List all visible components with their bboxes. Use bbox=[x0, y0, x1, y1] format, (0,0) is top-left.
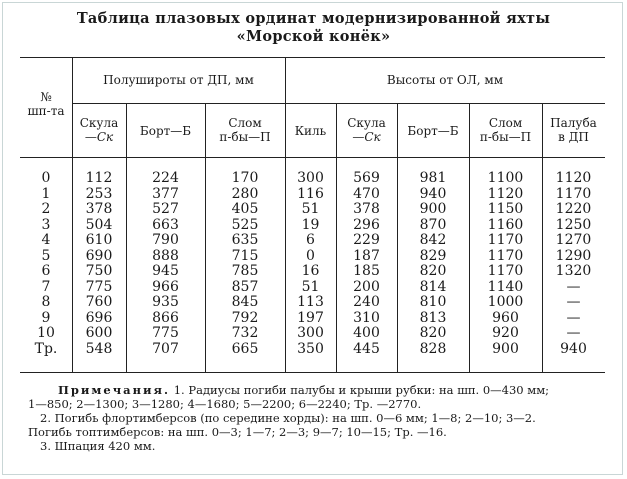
table-cell: 504 bbox=[85, 216, 113, 233]
column-hb-chine bbox=[72, 171, 126, 357]
table-cell: 857 bbox=[231, 278, 259, 295]
table-cell: 300 bbox=[297, 325, 324, 341]
table-cell: — bbox=[566, 309, 581, 326]
table-cell: 0 bbox=[306, 247, 315, 264]
table-cell: 945 bbox=[152, 263, 179, 279]
table-cell: 569 bbox=[353, 170, 380, 186]
notes-heading: Примечания. bbox=[58, 383, 171, 397]
table-cell: 813 bbox=[419, 309, 447, 326]
table-cell: 116 bbox=[297, 185, 324, 202]
column-h-chine bbox=[336, 171, 397, 357]
table-cell: 1320 bbox=[555, 263, 592, 279]
table-cell: 300 bbox=[297, 170, 324, 186]
table-cell: 525 bbox=[231, 216, 259, 233]
header-deck bbox=[542, 116, 605, 144]
table-cell: 1000 bbox=[487, 294, 524, 310]
table-cell: 981 bbox=[419, 170, 447, 186]
table-cell: 600 bbox=[85, 325, 113, 341]
table-cell: 696 bbox=[85, 309, 113, 326]
table-cell: 1160 bbox=[487, 216, 524, 233]
table-cell: 9 bbox=[41, 309, 51, 326]
table-cell: 445 bbox=[353, 340, 380, 357]
table-cell: 4 bbox=[41, 232, 51, 248]
header-heights: Высоты от ОЛ, мм bbox=[386, 73, 504, 87]
header-hb-chine bbox=[72, 116, 126, 144]
header-hb-chine-line2: —Ск bbox=[84, 130, 114, 144]
table-cell: 310 bbox=[353, 309, 380, 326]
table-cell: 6 bbox=[41, 263, 51, 279]
table-cell: — bbox=[566, 278, 581, 295]
table-cell: 8 bbox=[41, 294, 51, 310]
table-cell: 635 bbox=[231, 232, 259, 248]
header-station-line1: № bbox=[40, 90, 52, 104]
table-cell: 470 bbox=[353, 185, 380, 202]
table-cell: 732 bbox=[231, 325, 259, 341]
column-hb-break bbox=[205, 171, 285, 357]
table-cell: 548 bbox=[85, 340, 113, 357]
table-cell: 845 bbox=[231, 294, 259, 310]
table-cell: 707 bbox=[152, 340, 179, 357]
table-top-rule bbox=[20, 57, 605, 58]
table-cell: 900 bbox=[419, 201, 447, 217]
table-cell: 1140 bbox=[487, 278, 524, 295]
table-cell: 16 bbox=[301, 263, 320, 279]
header-station bbox=[20, 90, 72, 118]
table-cell: 663 bbox=[152, 216, 179, 233]
notes-line-2: 1—850; 2—1300; 3—1280; 4—1680; 5—2200; 6—2240; Тр. —2770. bbox=[28, 397, 422, 411]
table-cell: 253 bbox=[85, 185, 113, 202]
table-cell: 665 bbox=[231, 340, 259, 357]
notes-line-1 bbox=[28, 383, 618, 397]
yacht-name: «Морской конёк» bbox=[236, 28, 391, 45]
table-cell: 10 bbox=[37, 325, 55, 341]
table-cell: 200 bbox=[353, 278, 380, 295]
table-cell: — bbox=[566, 294, 581, 310]
table-cell: 378 bbox=[85, 201, 113, 217]
header-h-chine bbox=[336, 116, 397, 144]
table-cell: 1150 bbox=[487, 201, 524, 217]
notes-line-5: 3. Шпация 420 мм. bbox=[40, 439, 156, 453]
notes-line-4: Погибь топтимберсов: на шп. 0—3; 1—7; 2—3; 9—7; 10—15; Тр. —16. bbox=[28, 425, 447, 439]
table-cell: 866 bbox=[152, 309, 179, 326]
table-cell: 405 bbox=[231, 201, 259, 217]
table-cell: 185 bbox=[353, 263, 380, 279]
header-deck-line2: в ДП bbox=[558, 130, 589, 144]
table-cell: 229 bbox=[353, 232, 380, 248]
table-cell: 113 bbox=[297, 294, 324, 310]
table-cell: 0 bbox=[41, 170, 51, 186]
table-cell: 610 bbox=[85, 232, 113, 248]
table-cell: 750 bbox=[85, 263, 113, 279]
header-station-line2: шп-та bbox=[27, 104, 65, 118]
header-h-chine-line2: —Ск bbox=[352, 130, 381, 144]
header-h-break-line2: п-бы—П bbox=[479, 130, 532, 144]
table-cell: 1170 bbox=[487, 247, 524, 264]
header-hb-break-line1: Слом bbox=[228, 116, 262, 130]
header-h-break bbox=[469, 116, 542, 144]
header-keel: Киль bbox=[294, 124, 327, 138]
table-cell: 19 bbox=[301, 216, 320, 233]
table-cell: 377 bbox=[152, 185, 179, 202]
table-cell: 775 bbox=[152, 325, 179, 341]
column-h-break bbox=[469, 171, 542, 357]
header-deck-line1: Палуба bbox=[550, 116, 597, 130]
table-cell: 224 bbox=[152, 170, 179, 186]
table-cell: 378 bbox=[353, 201, 380, 217]
table-cell: 1 bbox=[41, 185, 51, 202]
table-cell: 170 bbox=[231, 170, 259, 186]
table-cell: 820 bbox=[419, 325, 447, 341]
table-cell: 966 bbox=[152, 278, 179, 295]
table-cell: 1120 bbox=[555, 170, 592, 186]
table-cell: 5 bbox=[41, 247, 51, 264]
table-cell: 888 bbox=[152, 247, 179, 264]
table-cell: 870 bbox=[419, 216, 447, 233]
table-cell: 814 bbox=[419, 278, 447, 295]
column-station bbox=[20, 171, 72, 357]
table-cell: 280 bbox=[231, 185, 259, 202]
column-hb-sheer bbox=[126, 171, 205, 357]
table-cell: 240 bbox=[353, 294, 380, 310]
table-cell: 842 bbox=[419, 232, 447, 248]
table-cell: 829 bbox=[419, 247, 447, 264]
table-cell: 920 bbox=[492, 325, 519, 341]
header-half-breadths: Полушироты от ДП, мм bbox=[103, 73, 254, 87]
table-cell: — bbox=[566, 325, 581, 341]
header-h-break-line1: Слом bbox=[488, 116, 523, 130]
table-cell: 760 bbox=[85, 294, 113, 310]
table-cell: 792 bbox=[231, 309, 259, 326]
table-cell: 1100 bbox=[487, 170, 524, 186]
table-cell: 1170 bbox=[555, 185, 592, 202]
header-h-chine-line1: Скула bbox=[347, 116, 386, 130]
table-cell: 1170 bbox=[487, 232, 524, 248]
notes bbox=[28, 383, 618, 453]
table-cell: 1270 bbox=[555, 232, 592, 248]
table-cell: 900 bbox=[492, 340, 519, 357]
table-cell: 1250 bbox=[555, 216, 592, 233]
table-cell: 1290 bbox=[555, 247, 592, 264]
table-cell: 400 bbox=[353, 325, 380, 341]
table-cell: 3 bbox=[41, 216, 51, 233]
group-header-rule bbox=[72, 103, 605, 104]
table-cell: 960 bbox=[492, 309, 519, 326]
header-hb-chine-line1: Скула bbox=[79, 116, 119, 130]
table-cell: 296 bbox=[353, 216, 380, 233]
table-cell: 785 bbox=[231, 263, 259, 279]
table-cell: 187 bbox=[353, 247, 380, 264]
table-cell: 940 bbox=[419, 185, 447, 202]
table-cell: 350 bbox=[297, 340, 324, 357]
table-cell: 690 bbox=[85, 247, 113, 264]
notes-line-3: 2. Погибь флортимберсов (по середине хорды): на шп. 0—6 мм; 1—8; 2—10; 3—2. bbox=[40, 411, 536, 425]
table-cell: 1170 bbox=[487, 263, 524, 279]
table-cell: 790 bbox=[152, 232, 179, 248]
table-cell: 6 bbox=[306, 232, 315, 248]
table-cell: 1220 bbox=[555, 201, 592, 217]
table-cell: 820 bbox=[419, 263, 447, 279]
header-bottom-rule bbox=[20, 157, 605, 158]
table-cell: Тр. bbox=[34, 340, 58, 357]
table-cell: 527 bbox=[152, 201, 179, 217]
table-cell: 940 bbox=[560, 340, 587, 357]
table-cell: 197 bbox=[297, 309, 324, 326]
table-cell: 775 bbox=[85, 278, 113, 295]
header-hb-sheer: Борт—Б bbox=[139, 124, 192, 138]
header-hb-break bbox=[205, 116, 285, 144]
table-cell: 715 bbox=[231, 247, 259, 264]
table-cell: 810 bbox=[419, 294, 447, 310]
table-cell: 7 bbox=[41, 278, 51, 295]
column-deck bbox=[542, 171, 605, 357]
table-cell: 112 bbox=[85, 170, 113, 186]
table-cell: 2 bbox=[41, 201, 51, 217]
table-title: Таблица плазовых ординат модернизированной яхты bbox=[76, 10, 551, 27]
column-keel bbox=[285, 171, 336, 357]
table-cell: 828 bbox=[419, 340, 447, 357]
table-cell: 51 bbox=[301, 201, 320, 217]
table-cell: 935 bbox=[152, 294, 179, 310]
notes-text-1: 1. Радиусы погиби палубы и крыши рубки: на шп. 0—430 мм; bbox=[173, 383, 550, 397]
table-cell: 51 bbox=[301, 278, 320, 295]
header-h-sheer: Борт—Б bbox=[407, 124, 459, 138]
column-h-sheer bbox=[397, 171, 469, 357]
table-cell: 1120 bbox=[487, 185, 524, 202]
table-bottom-rule bbox=[20, 372, 605, 373]
header-hb-break-line2: п-бы—П bbox=[219, 130, 271, 144]
